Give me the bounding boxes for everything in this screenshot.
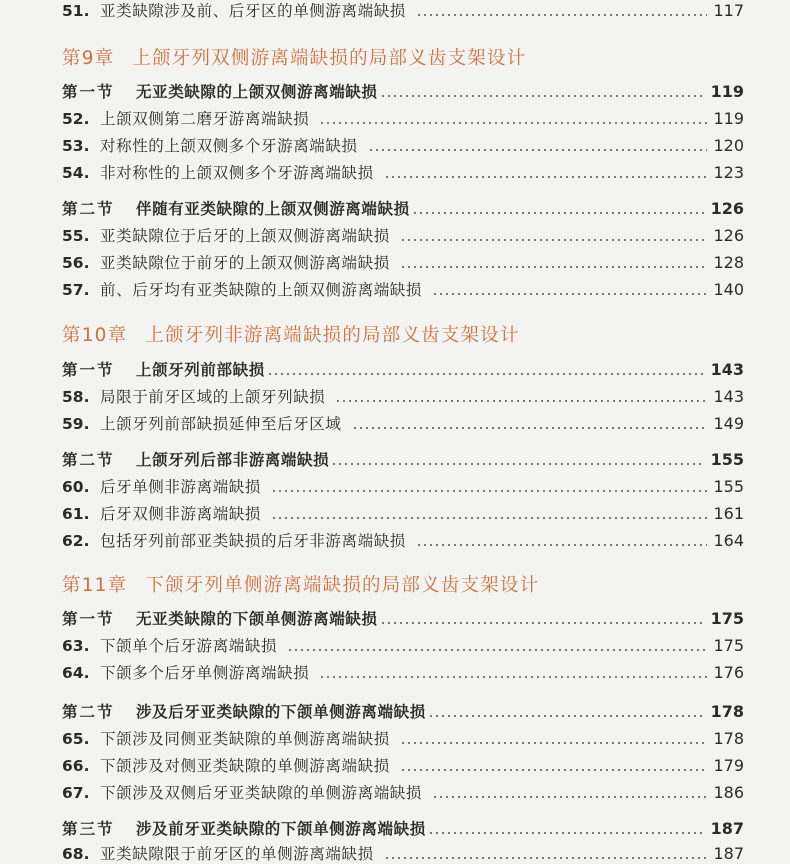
item-page: 143 [713, 387, 744, 406]
section-label: 第三节 [62, 820, 115, 838]
item-page: 119 [713, 109, 744, 128]
item-title: 后牙双侧非游离端缺损 [100, 505, 262, 523]
item-title: 前、后牙均有亚类缺隙的上颌双侧游离端缺损 [100, 281, 423, 299]
dot-leader [412, 212, 705, 214]
dot-leader [416, 14, 708, 16]
section-label: 第一节 [62, 83, 115, 101]
section-page: 178 [710, 702, 744, 721]
toc-item-52[interactable] [62, 105, 744, 129]
item-page: 149 [713, 414, 744, 433]
section-page: 187 [710, 819, 744, 838]
item-number: 55. [62, 227, 90, 245]
section-label: 第二节 [62, 451, 115, 469]
item-page: 176 [713, 663, 744, 682]
item-page: 186 [713, 783, 744, 802]
dot-leader [319, 676, 707, 678]
section-label: 第二节 [62, 200, 115, 218]
toc-item-53[interactable] [62, 132, 744, 156]
item-page: 140 [713, 280, 744, 299]
dot-leader [271, 490, 707, 492]
item-number: 61. [62, 505, 90, 523]
item-title: 亚类缺隙限于前牙区的单侧游离端缺损 [100, 845, 374, 863]
dot-leader [352, 427, 708, 429]
item-number: 58. [62, 388, 90, 406]
dot-leader [400, 239, 708, 241]
section-11-3[interactable] [62, 815, 744, 839]
section-page: 126 [710, 199, 744, 218]
item-title: 亚类缺隙位于后牙的上颌双侧游离端缺损 [100, 227, 390, 245]
item-page: 120 [713, 136, 744, 155]
dot-leader [416, 544, 708, 546]
toc-item-65[interactable] [62, 725, 744, 749]
item-title: 包括牙列前部亚类缺损的后牙非游离端缺损 [100, 532, 406, 550]
chapter-label: 第10章 [62, 325, 128, 346]
toc-item-57[interactable] [62, 276, 744, 300]
toc-item-60[interactable] [62, 473, 744, 497]
toc-item-62[interactable] [62, 527, 744, 551]
toc-item-68[interactable] [62, 840, 744, 864]
dot-leader [368, 149, 708, 151]
chapter-9-heading[interactable] [62, 44, 526, 74]
dot-leader [331, 463, 704, 465]
item-page: 117 [713, 1, 744, 20]
section-10-2[interactable] [62, 446, 744, 470]
item-title: 对称性的上颌双侧多个牙游离端缺损 [100, 137, 358, 155]
chapter-11-heading[interactable] [62, 571, 539, 601]
section-page: 119 [710, 82, 744, 101]
item-page: 161 [713, 504, 744, 523]
toc-item-64[interactable] [62, 659, 744, 683]
dot-leader [287, 649, 707, 651]
item-page: 155 [713, 477, 744, 496]
item-number: 51. [62, 2, 90, 20]
section-title: 伴随有亚类缺隙的上颌双侧游离端缺损 [136, 200, 410, 218]
dot-leader [271, 517, 707, 519]
toc-item-59[interactable] [62, 410, 744, 434]
section-title: 上颌牙列前部缺损 [136, 361, 265, 379]
dot-leader [428, 832, 705, 834]
section-page: 155 [710, 450, 744, 469]
chapter-title: 下颌牙列单侧游离端缺损的局部义齿支架设计 [145, 575, 540, 596]
item-page: 179 [713, 756, 744, 775]
toc-item-55[interactable] [62, 222, 744, 246]
toc-item-56[interactable] [62, 249, 744, 273]
dot-leader [432, 796, 707, 798]
item-page: 164 [713, 531, 744, 550]
dot-leader [267, 373, 705, 375]
dot-leader [319, 122, 707, 124]
item-number: 54. [62, 164, 90, 182]
section-page: 143 [710, 360, 744, 379]
item-number: 53. [62, 137, 90, 155]
toc-item-58[interactable] [62, 383, 744, 407]
item-title: 下颌单个后牙游离端缺损 [100, 637, 278, 655]
section-label: 第一节 [62, 361, 115, 379]
chapter-title: 上颌牙列双侧游离端缺损的局部义齿支架设计 [132, 48, 527, 69]
dot-leader [384, 857, 708, 859]
item-number: 57. [62, 281, 90, 299]
dot-leader [380, 95, 705, 97]
toc-item-51[interactable] [62, 0, 744, 21]
section-title: 上颌牙列后部非游离端缺损 [136, 451, 330, 469]
toc-item-54[interactable] [62, 159, 744, 183]
section-label: 第一节 [62, 610, 115, 628]
section-11-2[interactable] [62, 698, 744, 722]
item-number: 65. [62, 730, 90, 748]
item-title: 亚类缺隙涉及前、后牙区的单侧游离端缺损 [100, 2, 406, 20]
section-label: 第二节 [62, 703, 115, 721]
section-9-2[interactable] [62, 195, 744, 219]
item-title: 下颌涉及同侧亚类缺隙的单侧游离端缺损 [100, 730, 390, 748]
section-title: 涉及前牙亚类缺隙的下颌单侧游离端缺损 [136, 820, 426, 838]
item-number: 67. [62, 784, 90, 802]
item-page: 126 [713, 226, 744, 245]
dot-leader [432, 293, 707, 295]
chapter-title: 上颌牙列非游离端缺损的局部义齿支架设计 [145, 325, 520, 346]
item-page: 187 [713, 844, 744, 863]
item-title: 局限于前牙区域的上颌牙列缺损 [100, 388, 326, 406]
item-number: 52. [62, 110, 90, 128]
item-number: 60. [62, 478, 90, 496]
item-page: 128 [713, 253, 744, 272]
item-page: 123 [713, 163, 744, 182]
item-number: 56. [62, 254, 90, 272]
toc-item-61[interactable] [62, 500, 744, 524]
item-title: 上颌牙列前部缺损延伸至后牙区域 [100, 415, 342, 433]
toc-item-63[interactable] [62, 632, 744, 656]
item-page: 178 [713, 729, 744, 748]
section-9-1[interactable] [62, 78, 744, 102]
item-number: 62. [62, 532, 90, 550]
chapter-label: 第9章 [62, 48, 115, 69]
item-title: 上颌双侧第二磨牙游离端缺损 [100, 110, 310, 128]
item-title: 后牙单侧非游离端缺损 [100, 478, 262, 496]
dot-leader [384, 176, 708, 178]
dot-leader [400, 742, 708, 744]
dot-leader [428, 715, 705, 717]
section-11-1[interactable] [62, 605, 744, 629]
item-title: 下颌涉及双侧后牙亚类缺隙的单侧游离端缺损 [100, 784, 423, 802]
dot-leader [380, 622, 705, 624]
section-10-1[interactable] [62, 356, 744, 380]
dot-leader [400, 769, 708, 771]
item-title: 下颌多个后牙单侧游离端缺损 [100, 664, 310, 682]
section-title: 无亚类缺隙的上颌双侧游离端缺损 [136, 83, 378, 101]
item-title: 下颌涉及对侧亚类缺隙的单侧游离端缺损 [100, 757, 390, 775]
dot-leader [335, 400, 707, 402]
toc-item-67[interactable] [62, 779, 744, 803]
item-page: 175 [713, 636, 744, 655]
item-title: 亚类缺隙位于前牙的上颌双侧游离端缺损 [100, 254, 390, 272]
dot-leader [400, 266, 708, 268]
section-title: 涉及后牙亚类缺隙的下颌单侧游离端缺损 [136, 703, 426, 721]
section-page: 175 [710, 609, 744, 628]
item-title: 非对称性的上颌双侧多个牙游离端缺损 [100, 164, 374, 182]
item-number: 59. [62, 415, 90, 433]
item-number: 66. [62, 757, 90, 775]
item-number: 68. [62, 845, 90, 863]
section-title: 无亚类缺隙的下颌单侧游离端缺损 [136, 610, 378, 628]
chapter-10-heading[interactable] [62, 321, 520, 351]
item-number: 63. [62, 637, 90, 655]
chapter-label: 第11章 [62, 575, 128, 596]
item-number: 64. [62, 664, 90, 682]
toc-item-66[interactable] [62, 752, 744, 776]
